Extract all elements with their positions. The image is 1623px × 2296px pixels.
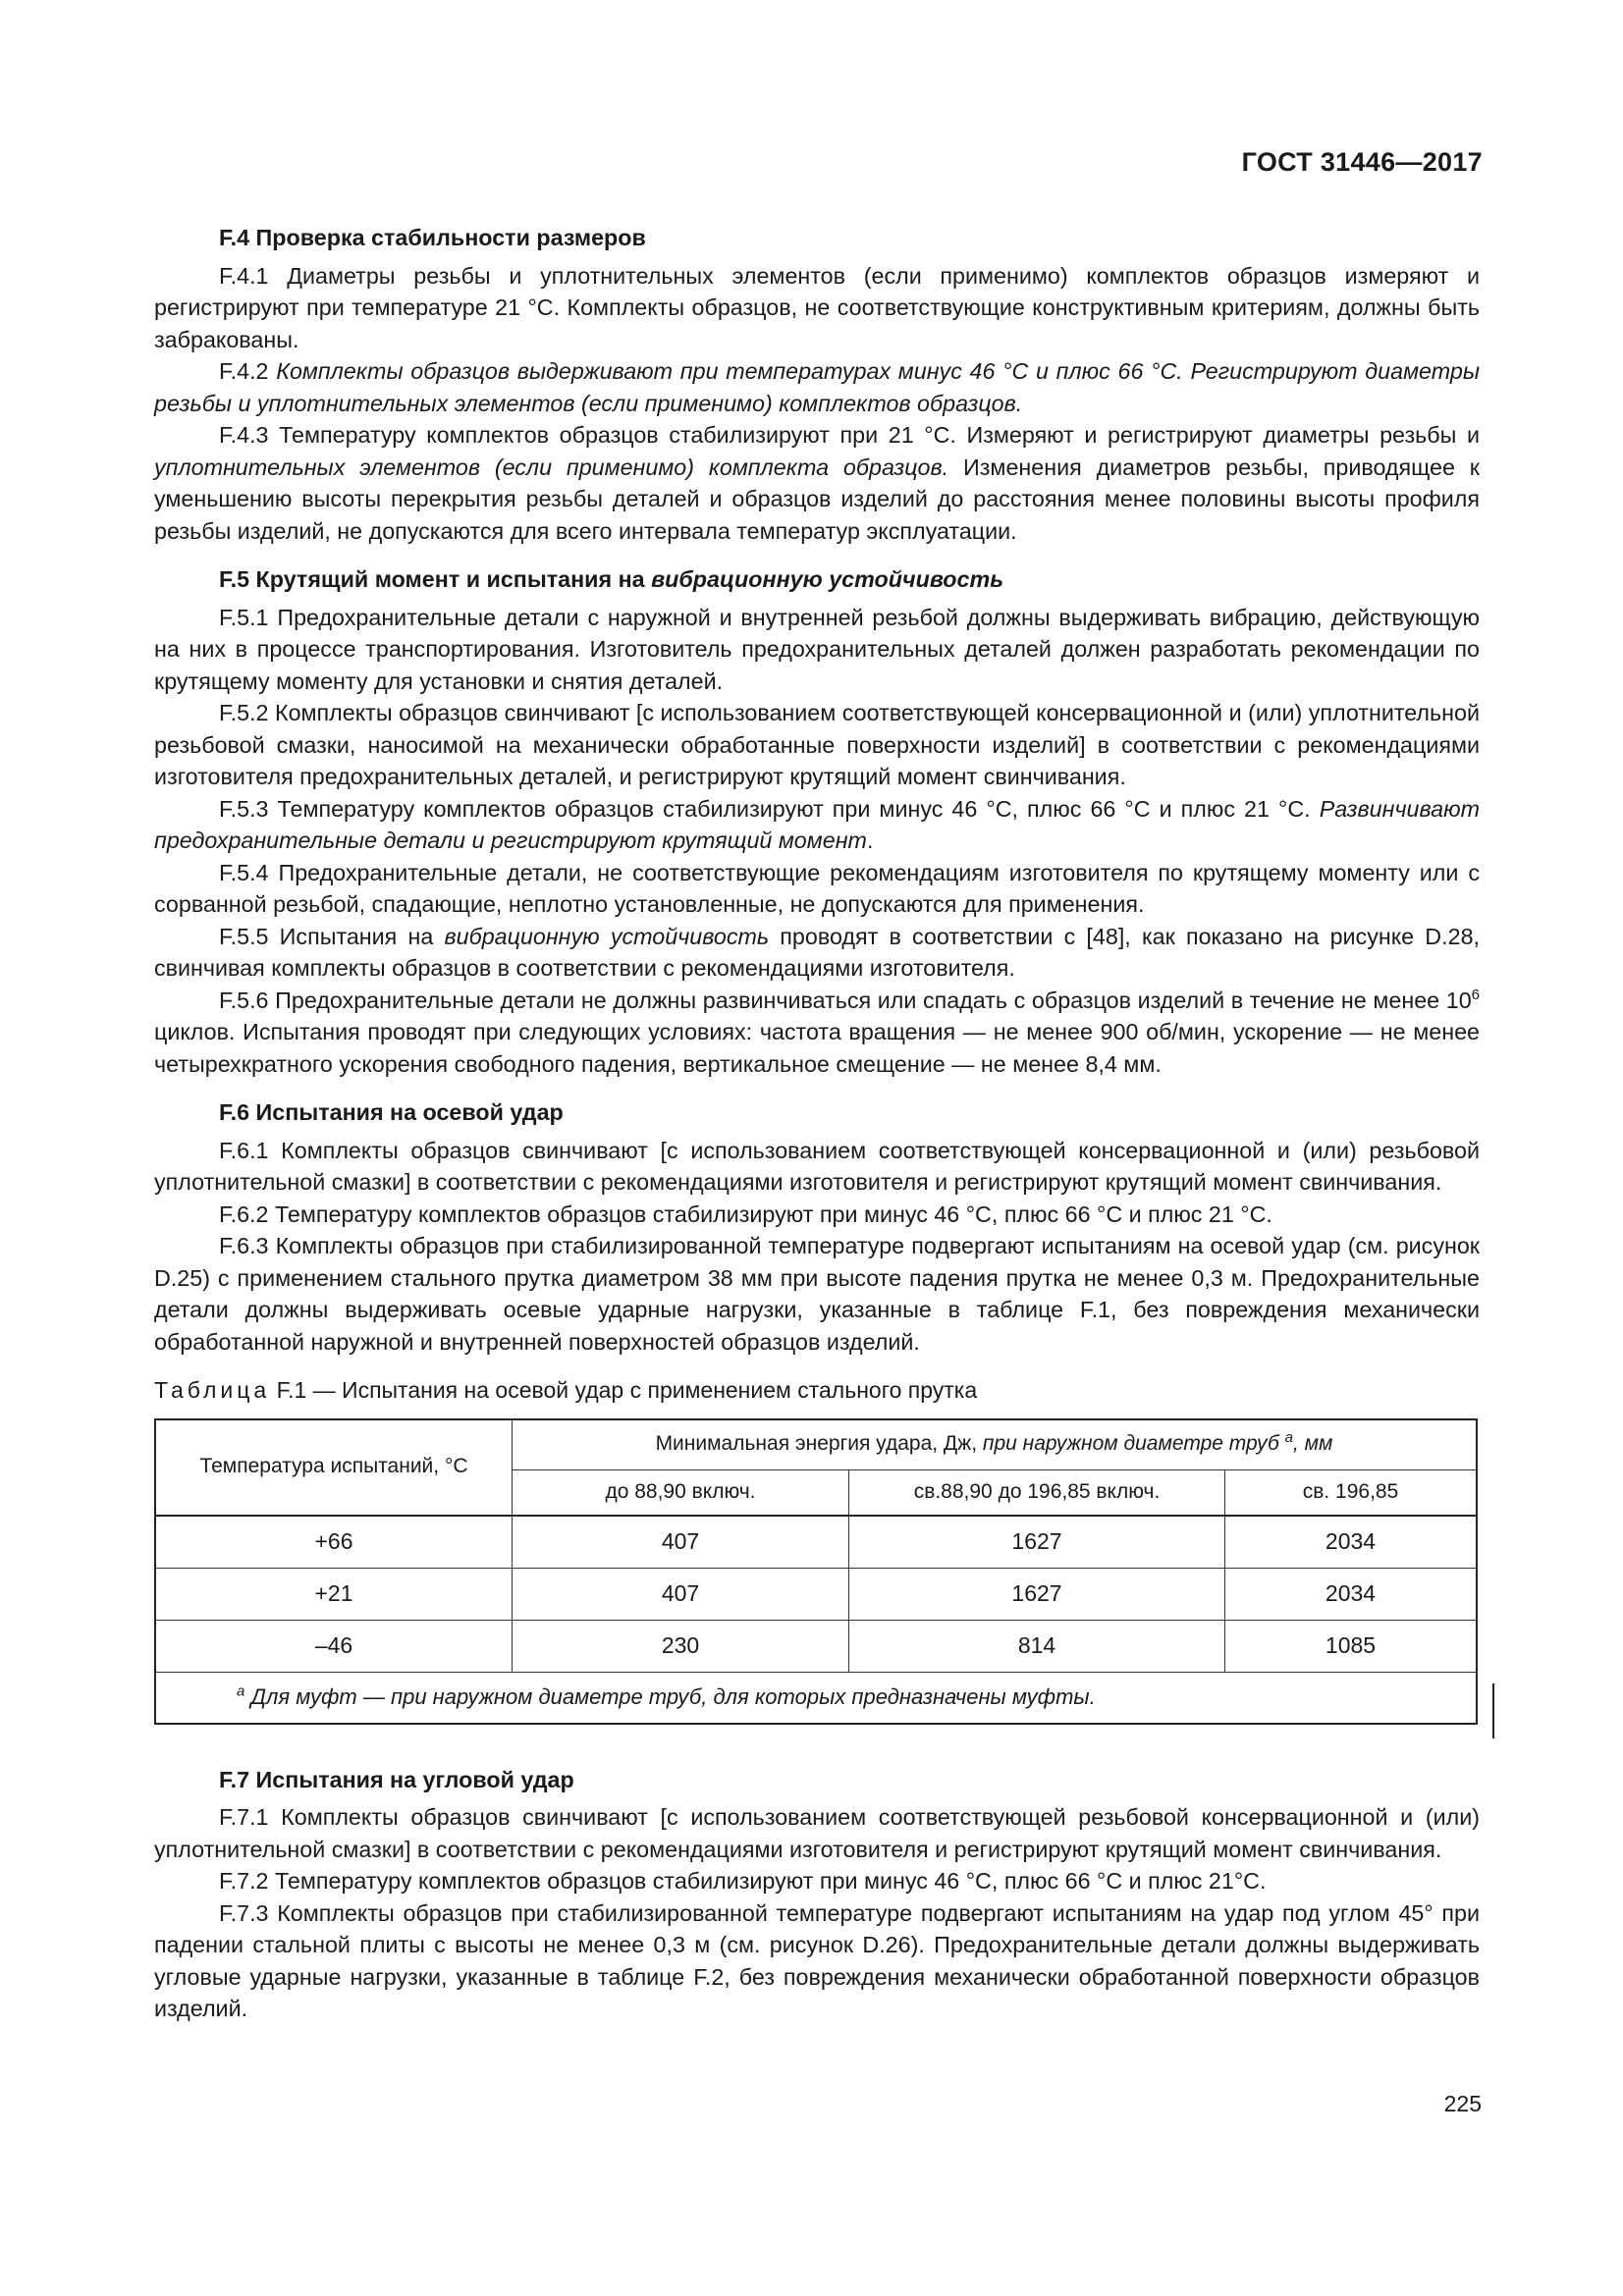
subheader-cell: до 88,90 включ. xyxy=(513,1469,849,1516)
table-cell: 2034 xyxy=(1225,1516,1478,1569)
table-cell: 407 xyxy=(513,1568,849,1620)
paragraph-f6-2: F.6.2 Температуру комплектов образцов стабилизируют при минус 46 °С, плюс 66 °С и плюс 21 °С. xyxy=(219,1201,1272,1227)
paragraph-f5-5 xyxy=(154,921,1480,985)
paragraph-f5-6-exponent: 6 xyxy=(1471,986,1480,1003)
table-cell: +21 xyxy=(155,1568,513,1620)
paragraph-f5-5-text-a: F.5.5 Испытания на xyxy=(219,923,445,949)
paragraph-f6-3: F.6.3 Комплекты образцов при стабилизированной температуре подвергают испытаниям на осевой удар (см. рисунок D.25) с применением стального прутка диаметром 38 мм при высоте падения прутка не менее 0,3 м. Предохранительные детали должны выдерживать осевые ударные нагрузки, указанные в таблице F.1, без повреждения механически обработанной наружной и внутренней поверхностей образцов изделий. xyxy=(154,1233,1480,1355)
header-energy-group xyxy=(513,1419,1478,1470)
table-cell: 814 xyxy=(849,1620,1225,1672)
table-cell: 230 xyxy=(513,1620,849,1672)
document-body xyxy=(154,222,1480,2025)
paragraph-f5-3-text-a: F.5.3 Температуру комплектов образцов стабилизируют при минус 46 °С, плюс 66 °С и плюс 21 °С. xyxy=(219,795,1320,822)
table-cell: 2034 xyxy=(1225,1568,1478,1620)
paragraph-f6-1: F.6.1 Комплекты образцов свинчивают [с использованием соответствующей консервационной и (или) резьбовой уплотнительной смазки] в соответствии с рекомендациями изготовителя и регистрируют крутящий момент свинчивания. xyxy=(154,1137,1480,1195)
page-number: 225 xyxy=(1443,2091,1482,2116)
paragraph-f4-2 xyxy=(154,355,1480,419)
section-f5-heading xyxy=(154,563,1480,596)
paragraph-f5-4: F.5.4 Предохранительные детали, не соответствующие рекомендациям изготовителя по крутящему моменту или с сорванной резьбой, спадающие, неплотно установленные, не допускаются для применения. xyxy=(154,859,1480,917)
footnote-text: Для муфт — при наружном диаметре труб, для которых предназначены муфты. xyxy=(244,1683,1096,1709)
impact-energy-table xyxy=(154,1418,1478,1725)
paragraph-f4-1: F.4.1 Диаметры резьбы и уплотнительных элементов (если применимо) комплектов образцов измеряют и регистрируют при температуре 21 °С. Комплекты образцов, не соответствующие конструктивным критериям, должны быть забракованы. xyxy=(154,262,1480,352)
subheader-cell: св.88,90 до 196,85 включ. xyxy=(849,1469,1225,1516)
paragraph-f5-5-text-b: проводят в соответствии с [48], как показано на рисунке D.28, свинчивая комплекты образцов в соответствии с рекомендациями изготовителя. xyxy=(154,923,1480,981)
section-f5-heading-text: F.5 Крутящий момент и испытания на xyxy=(219,566,652,592)
section-f4-heading: F.4 Проверка стабильности размеров xyxy=(219,225,646,250)
paragraph-f7-2: F.7.2 Температуру комплектов образцов стабилизируют при минус 46 °С, плюс 66 °С и плюс 21°С. xyxy=(219,1868,1267,1894)
table-caption-title: F.1 — Испытания на осевой удар с применением стального прутка xyxy=(270,1377,978,1403)
section-f5-heading-italic: вибрационную устойчивость xyxy=(651,566,1004,592)
table-cell: 1627 xyxy=(849,1516,1225,1569)
table-footnote-row xyxy=(155,1672,1477,1724)
header-energy-text: Минимальная энергия удара, Дж, xyxy=(655,1432,983,1456)
paragraph-f5-3-italic: Развинчивают предохранительные детали и регистрируют крутящий момент xyxy=(154,795,1480,853)
paragraph-f7-1: F.7.1 Комплекты образцов свинчивают [с использованием соответствующей резьбовой консервационной и (или) уплотнительной смазки] в соответствии с рекомендациями изготовителя и регистрируют крутящий момент свинчивания. xyxy=(154,1804,1480,1862)
paragraph-f5-6 xyxy=(154,985,1480,1081)
paragraph-f5-5-italic: вибрационную устойчивость xyxy=(444,923,770,949)
header-energy-unit: , мм xyxy=(1292,1432,1333,1456)
paragraph-f5-3 xyxy=(154,793,1480,857)
section-f6-heading: F.6 Испытания на осевой удар xyxy=(219,1099,564,1125)
paragraph-f7-3: F.7.3 Комплекты образцов при стабилизированной температуре подвергают испытаниям на удар под углом 45° при падении стальной плиты с высоты не менее 0,3 м (см. рисунок D.26). Предохранительные детали должны выдерживать угловые ударные нагрузки, указанные в таблице F.2, без повреждения механически обработанной поверхности образцов изделий. xyxy=(154,1899,1480,2021)
table-row xyxy=(155,1568,1477,1620)
section-f7-heading: F.7 Испытания на угловой удар xyxy=(219,1766,574,1792)
paragraph-f5-1: F.5.1 Предохранительные детали с наружной и внутренней резьбой должны выдерживать вибрацию, действующую на них в процессе транспортирования. Изготовитель предохранительных деталей должен разработать рекомендации по крутящему моменту для установки и снятия деталей. xyxy=(154,604,1480,694)
table-caption xyxy=(154,1374,1480,1407)
document-code: ГОСТ 31446—2017 xyxy=(1241,147,1483,177)
paragraph-f5-2: F.5.2 Комплекты образцов свинчивают [с использованием соответствующей консервационной и (или) уплотнительной резьбовой смазки, наносимой на механически обработанные поверхности изделий] в соответствии с рекомендациями изготовителя предохранительных деталей, и регистрируют крутящий момент свинчивания. xyxy=(154,700,1480,789)
paragraph-f4-2-number: F.4.2 xyxy=(219,358,277,384)
table-caption-word: Таблица xyxy=(154,1377,271,1403)
table-cell: –46 xyxy=(155,1620,513,1672)
footnote-mark: а xyxy=(237,1682,245,1700)
paragraph-f4-3-text-a: F.4.3 Температуру комплектов образцов стабилизируют при 21 °С. Измеряют и регистрируют диаметры резьбы и xyxy=(219,422,1480,448)
change-marker-bar xyxy=(1492,1683,1494,1738)
paragraph-f4-3 xyxy=(154,419,1480,547)
paragraph-f4-3-text-b: Изменения диаметров резьбы, приводящее к уменьшению высоты перекрытия резьбы деталей и образцов изделий до расстояния менее половины высоты профиля резьбы изделий, не допускаются для всего интервала температур эксплуатации. xyxy=(154,454,1481,544)
table-footnote xyxy=(155,1672,1477,1724)
table-cell: 407 xyxy=(513,1516,849,1569)
table-cell: +66 xyxy=(155,1516,513,1569)
table-cell: 1627 xyxy=(849,1568,1225,1620)
paragraph-f5-6-text-a: F.5.6 Предохранительные детали не должны развинчиваться или спадать с образцов изделий в течение не менее 10 xyxy=(219,987,1472,1013)
paragraph-f5-6-text-b: циклов. Испытания проводят при следующих условиях: частота вращения — не менее 900 об/мин, ускорение — не менее четырехкратного ускорения свободного падения, вертикальное смещение — не менее 8,4 мм. xyxy=(154,1019,1480,1077)
header-footnote-mark: а xyxy=(1284,1429,1293,1447)
table-row xyxy=(155,1620,1477,1672)
subheader-cell: св. 196,85 xyxy=(1225,1469,1478,1516)
paragraph-f4-2-italic: Комплекты образцов выдерживают при температурах минус 46 °С и плюс 66 °С. Регистрируют диаметры резьбы и уплотнительных элементов (если применимо) комплектов образцов. xyxy=(154,358,1480,416)
table-header-row xyxy=(155,1419,1477,1470)
paragraph-f4-3-italic: уплотнительных элементов (если применимо) комплекта образцов. xyxy=(154,454,949,480)
table-cell: 1085 xyxy=(1225,1620,1478,1672)
header-temperature: Температура испытаний, °С xyxy=(155,1419,513,1516)
table-row xyxy=(155,1516,1477,1569)
header-energy-italic: при наружном диаметре труб xyxy=(982,1432,1285,1456)
paragraph-f5-3-text-b: . xyxy=(866,828,874,853)
